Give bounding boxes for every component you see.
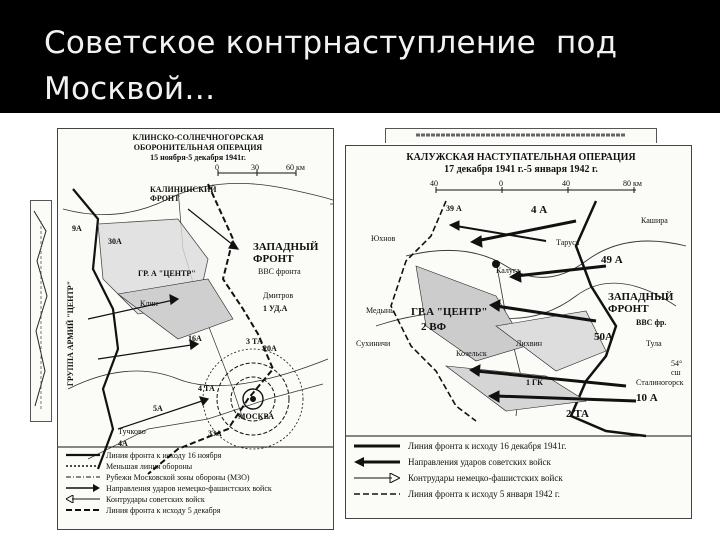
label-yukhnov: Юхнов: [371, 234, 396, 243]
legend-text: Линия фронта к исходу 16 ноября: [106, 451, 222, 460]
scale-tick-0: 0: [215, 163, 219, 172]
legend-text: Линия фронта к исходу 5 января 1942 г.: [408, 489, 560, 499]
label-stalinogorsk: Сталиногорск: [636, 378, 684, 387]
kaluga-map-legend: [354, 441, 684, 505]
legend-row: [66, 495, 328, 506]
label-gruppa-armiy: ГРУППА АРМИЙ "ЦЕНТР": [66, 280, 76, 387]
scale-tick-0: 0: [499, 179, 503, 188]
label-moskva: МОСКВА: [238, 412, 275, 421]
label-gr-a-centr: ГР. А "ЦЕНТР": [138, 269, 196, 278]
label-kashira: Каширa: [641, 216, 668, 225]
label-kozelsk: Козельск: [456, 349, 487, 358]
label-16a: 16А: [188, 334, 202, 343]
legend-text: Контрудары немецко-фашистских войск: [408, 473, 563, 483]
label-4ta: 4 ТА: [198, 384, 215, 393]
legend-symbol-soviet-arrow: [354, 457, 400, 467]
label-western-front: ЗАПАДНЫЙ ФРОНТ: [608, 291, 674, 315]
label-dmitrov: Дмитров: [263, 291, 294, 300]
label-klin: Клин: [140, 299, 158, 308]
label-sukhinichi: Сухиничи: [356, 339, 391, 348]
legend-text: Линия фронта к исходу 16 декабря 1941г.: [408, 441, 567, 451]
legend-row: [354, 457, 684, 473]
klin-solnechnogorsk-map: [57, 128, 334, 530]
left-edge-map-drawing: [31, 201, 51, 421]
legend-symbol-soviet-counter: [66, 495, 100, 503]
label-lat: 54° сш: [671, 359, 683, 377]
legend-text: Рубежи Московской зоны обороны (МЗО): [106, 473, 250, 482]
klin-map-legend: [66, 451, 328, 517]
slide-title: Советское контрнаступление под Москвой…: [44, 25, 618, 107]
legend-text: Меньшая линия обороны: [106, 462, 193, 471]
legend-row: [354, 489, 684, 505]
legend-symbol-german-arrow: [66, 484, 100, 492]
label-tula: Тула: [646, 339, 662, 348]
legend-row: [354, 473, 684, 489]
label-lihvin: Лихвин: [516, 339, 543, 348]
legend-row: [354, 441, 684, 457]
right-map-top-fragment: [385, 128, 657, 143]
label-30a: 30А: [108, 237, 122, 246]
legend-symbol-german-counter: [354, 473, 400, 483]
legend-row: [66, 473, 328, 484]
kaluga-map-caption: КАЛУЖСКАЯ НАСТУПАТЕЛЬНАЯ ОПЕРАЦИЯ 17 декабря 1941 г.-5 января 1942 г.: [406, 152, 636, 175]
label-50a: 50А: [594, 331, 613, 343]
legend-row: [66, 462, 328, 473]
label-tuchkovo: Тучково: [118, 427, 146, 436]
legend-symbol-defense-line: [66, 462, 100, 470]
label-kalinin-front: КАЛИНИНСКИЙ ФРОНТ: [150, 185, 217, 203]
label-kaluga: Калуга: [496, 266, 520, 275]
scale-bar: [436, 187, 636, 193]
label-1gk: 1 ГК: [526, 378, 543, 387]
label-10a: 10 А: [636, 392, 658, 404]
label-20a: 20А: [263, 344, 277, 353]
scale-tick-40w: 40: [430, 179, 438, 188]
legend-symbol-front-nov16: [66, 451, 100, 459]
label-4a: 4 А: [531, 204, 548, 216]
scale-tick-80: 80 км: [623, 179, 642, 188]
legend-row: [66, 506, 328, 517]
label-4a: 4А: [118, 439, 128, 448]
legend-row: [66, 451, 328, 462]
legend-symbol-front-dec5: [66, 506, 100, 514]
scale-tick-30: 30: [251, 163, 259, 172]
label-3ta: 3 ТА: [246, 337, 263, 346]
label-2vf: 2 ВФ: [421, 321, 447, 333]
legend-symbol-front-dec16: [354, 441, 400, 451]
kaluga-offensive-map: [345, 145, 692, 519]
legend-symbol-mzo: [66, 473, 100, 481]
label-33a: 33А: [208, 429, 222, 438]
label-medyn: Медынь: [366, 306, 394, 315]
legend-text: Направления ударов немецко-фашистских войск: [106, 484, 272, 493]
label-5a: 5А: [153, 404, 163, 413]
label-9a: 9А: [72, 224, 82, 233]
legend-row: [66, 484, 328, 495]
scale-tick-60: 60 км: [286, 163, 305, 172]
legend-text: Контрудары советских войск: [106, 495, 205, 504]
legend-symbol-front-jan5: [354, 489, 400, 499]
label-vvs: ВВС фронта: [258, 267, 301, 276]
label-1ud-a: 1 УД.А: [263, 304, 288, 313]
label-vvs: ВВС фр.: [636, 318, 667, 327]
klin-map-caption: КЛИНСКО-СОЛНЕЧНОГОРСКАЯ ОБОРОНИТЕЛЬНАЯ ОПЕРАЦИЯ 15 ноября-5 декабря 1941г.: [132, 133, 264, 162]
left-edge-map-fragment: [30, 200, 52, 422]
label-western-front: ЗАПАДНЫЙ ФРОНТ: [253, 241, 319, 265]
legend-text: Линия фронта к исходу 5 декабря: [106, 506, 221, 515]
scale-tick-40: 40: [562, 179, 570, 188]
label-tarusa: Таруса: [556, 238, 580, 247]
label-39a: 39 А: [446, 204, 462, 213]
label-2ta: 2 ТА: [566, 408, 589, 420]
top-fragment-drawing: [386, 130, 656, 144]
label-gr-a-centr: ГР.А "ЦЕНТР": [411, 306, 488, 318]
label-49a: 49 А: [601, 254, 623, 266]
legend-text: Направления ударов советских войск: [408, 457, 551, 467]
